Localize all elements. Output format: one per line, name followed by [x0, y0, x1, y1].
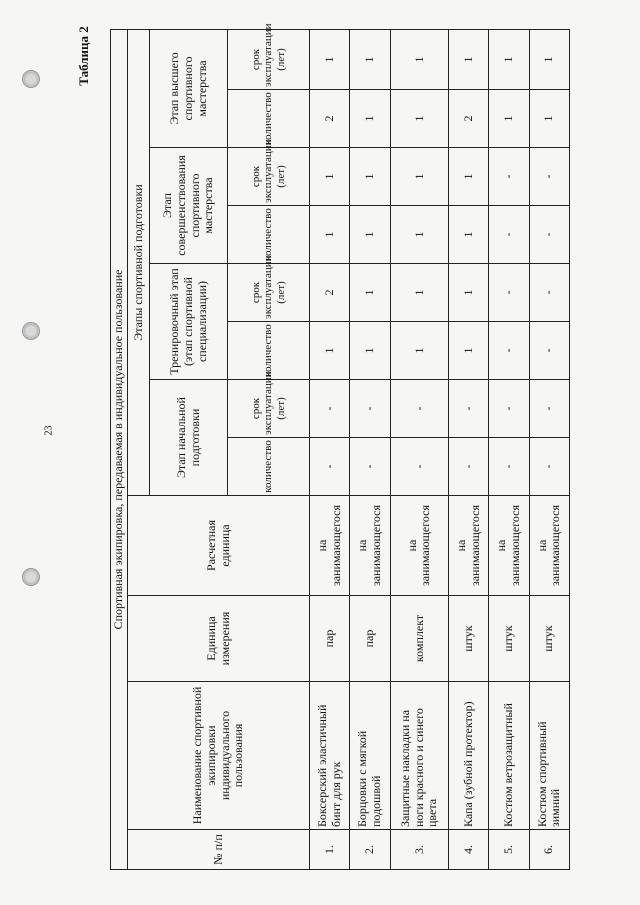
row-qty-value: 1: [310, 322, 350, 380]
row-unit: пар: [310, 596, 350, 682]
row-term-value: -: [489, 380, 529, 438]
binder-hole-middle: [22, 322, 40, 340]
row-term-value: -: [390, 380, 448, 438]
table-caption: Таблица 2: [75, 26, 91, 86]
header-term: срок эксплуатации (лет): [228, 264, 310, 322]
header-qty: количество: [228, 438, 310, 496]
row-calc: на занимающегося: [390, 496, 448, 596]
table-row: [390, 29, 448, 869]
row-term-value: -: [449, 380, 489, 438]
row-term-value: 1: [390, 148, 448, 206]
header-qty: количество: [228, 90, 310, 148]
row-term-value: 1: [350, 264, 390, 322]
header-qty: количество: [228, 206, 310, 264]
row-qty-value: 1: [529, 90, 569, 148]
row-term-value: -: [529, 264, 569, 322]
row-num: 4.: [449, 830, 489, 870]
row-qty-value: -: [390, 438, 448, 496]
row-calc: на занимающегося: [529, 496, 569, 596]
row-term-value: 1: [350, 29, 390, 89]
row-term-value: 1: [449, 29, 489, 89]
header-stages-title: Этапы спортивной подготовки: [128, 29, 150, 495]
row-num: 6.: [529, 830, 569, 870]
row-qty-value: -: [489, 322, 529, 380]
row-unit: штук: [529, 596, 569, 682]
row-qty-value: 2: [310, 90, 350, 148]
row-qty-value: 1: [350, 322, 390, 380]
row-qty-value: 1: [350, 90, 390, 148]
row-term-value: -: [350, 380, 390, 438]
table-row: [449, 29, 489, 869]
row-term-value: 1: [489, 29, 529, 89]
row-num: 3.: [390, 830, 448, 870]
row-name: Капа (зубной протектор): [449, 682, 489, 830]
row-qty-value: -: [489, 438, 529, 496]
row-qty-value: 1: [390, 206, 448, 264]
row-term-value: 1: [449, 148, 489, 206]
binder-hole-lower: [22, 568, 40, 586]
row-term-value: 1: [310, 148, 350, 206]
row-term-value: 1: [529, 29, 569, 89]
row-qty-value: 1: [489, 90, 529, 148]
header-term: срок эксплуатации (лет): [228, 29, 310, 89]
row-calc: на занимающегося: [489, 496, 529, 596]
row-term-value: -: [489, 264, 529, 322]
row-calc: на занимающегося: [449, 496, 489, 596]
row-term-value: -: [489, 148, 529, 206]
row-qty-value: -: [310, 438, 350, 496]
row-qty-value: -: [529, 322, 569, 380]
header-term: срок эксплуатации (лет): [228, 148, 310, 206]
row-term-value: -: [529, 148, 569, 206]
header-name: Наименование спортивной экипировки индивидуального пользования: [128, 682, 310, 830]
row-unit: комплект: [390, 596, 448, 682]
header-calc: Расчетная единица: [128, 496, 310, 596]
row-qty-value: -: [529, 206, 569, 264]
row-name: Боксерский эластичный бинт для рук: [310, 682, 350, 830]
row-name: Костюм ветрозащитный: [489, 682, 529, 830]
row-qty-value: 1: [390, 322, 448, 380]
row-unit: штук: [489, 596, 529, 682]
row-num: 2.: [350, 830, 390, 870]
row-qty-value: -: [449, 438, 489, 496]
row-qty-value: 1: [310, 206, 350, 264]
row-term-value: 1: [310, 29, 350, 89]
header-term: срок эксплуатации (лет): [228, 380, 310, 438]
header-num: № п/п: [128, 830, 310, 870]
row-num: 5.: [489, 830, 529, 870]
table-row: [310, 29, 350, 869]
binder-hole-top: [22, 70, 40, 88]
rotated-table-wrapper: [110, 23, 570, 870]
equipment-table: [110, 23, 570, 870]
header-unit: Единица измерения: [128, 596, 310, 682]
row-term-value: -: [310, 380, 350, 438]
row-unit: пар: [350, 596, 390, 682]
row-name: Костюм спортивный зимний: [529, 682, 569, 830]
row-qty-value: 2: [449, 90, 489, 148]
row-unit: штук: [449, 596, 489, 682]
row-num: 1.: [310, 830, 350, 870]
header-stage-2: Тренировочный этап (этап спортивной специализации): [150, 264, 228, 380]
row-qty-value: 1: [350, 206, 390, 264]
header-qty: количество: [228, 322, 310, 380]
table-row: [350, 29, 390, 869]
header-stage-1: Этап начальной подготовки: [150, 380, 228, 496]
row-name: Борцовки с мягкой подошвой: [350, 682, 390, 830]
row-qty-value: -: [350, 438, 390, 496]
row-term-value: 1: [390, 264, 448, 322]
row-qty-value: -: [489, 206, 529, 264]
header-stage-3: Этап совершенствования спортивного мастерства: [150, 148, 228, 264]
row-name: Защитные накладки на ноги красного и синего цвета: [390, 682, 448, 830]
table-title: Спортивная экипировка, передаваемая в индивидуальное пользование: [111, 29, 128, 869]
row-qty-value: 1: [449, 322, 489, 380]
table-row: [529, 29, 569, 869]
row-qty-value: 1: [449, 206, 489, 264]
row-qty-value: 1: [390, 90, 448, 148]
table-row: [489, 29, 529, 869]
row-term-value: -: [529, 380, 569, 438]
row-term-value: 1: [390, 29, 448, 89]
row-qty-value: -: [529, 438, 569, 496]
row-term-value: 2: [310, 264, 350, 322]
page-number: 23: [43, 425, 55, 436]
row-calc: на занимающегося: [350, 496, 390, 596]
row-term-value: 1: [350, 148, 390, 206]
row-term-value: 1: [449, 264, 489, 322]
header-stage-4: Этап высшего спортивного мастерства: [150, 29, 228, 147]
row-calc: на занимающегося: [310, 496, 350, 596]
